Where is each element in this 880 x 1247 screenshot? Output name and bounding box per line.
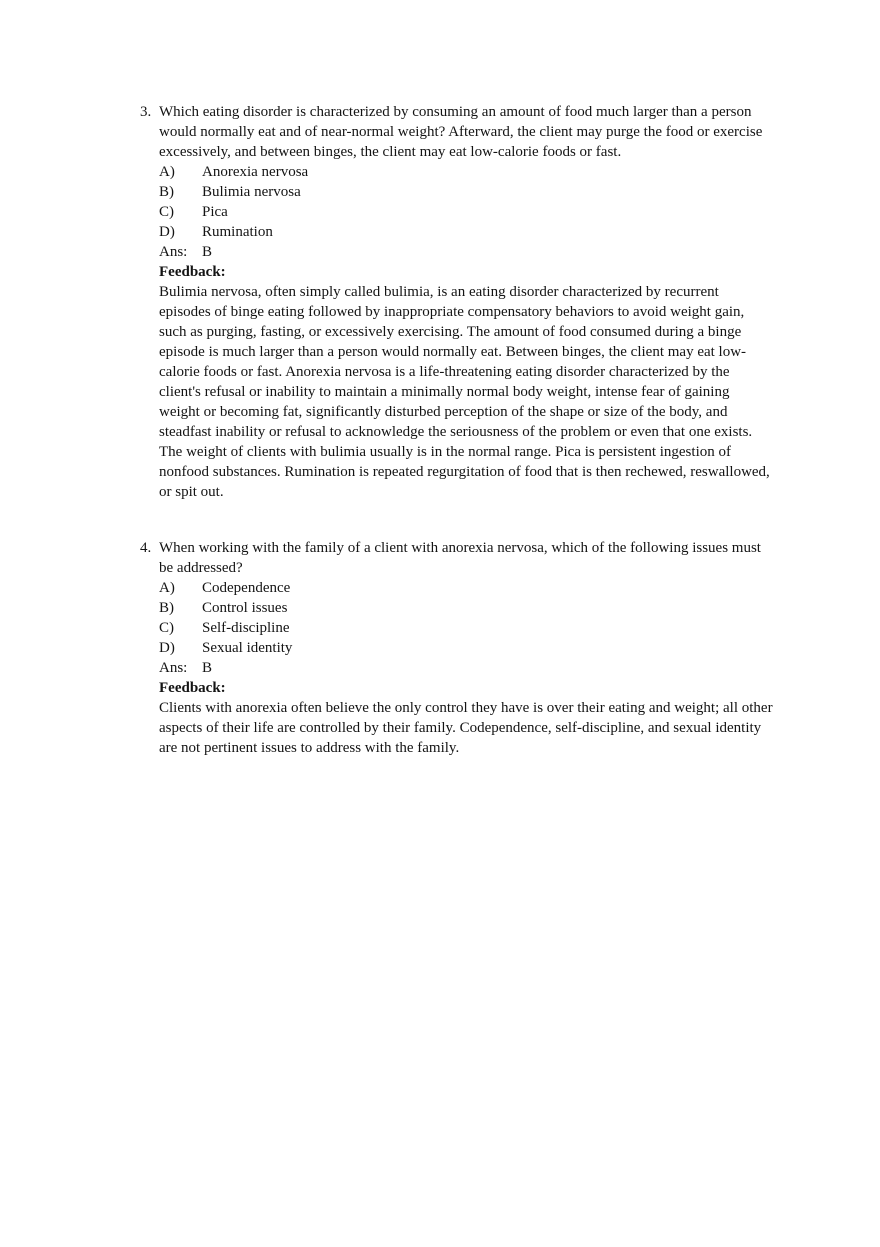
option-letter: C)	[159, 204, 174, 220]
question-number: 4.	[140, 540, 152, 556]
question-content	[159, 102, 773, 502]
option-text: Self-discipline	[202, 620, 290, 636]
option-letter: A)	[159, 164, 175, 180]
option-row	[159, 182, 773, 202]
option-letter: D)	[159, 640, 175, 656]
option-letter: B)	[159, 184, 174, 200]
feedback-label: Feedback:	[159, 680, 226, 696]
option-text: Anorexia nervosa	[202, 164, 309, 180]
feedback-text: Clients with anorexia often believe the only control they have is over their eating and weight; all other aspects of their life are controlled by their family. Codependence, self-discipline, and sexual identity are not pertinent issues to address with the family.	[159, 700, 773, 756]
answer-label: Ans:	[159, 244, 188, 260]
option-text: Rumination	[202, 224, 273, 240]
feedback-label: Feedback:	[159, 264, 226, 280]
question-block-4	[140, 538, 880, 758]
option-row	[159, 578, 773, 598]
question-block-3	[140, 102, 880, 502]
answer-label: Ans:	[159, 660, 188, 676]
option-row	[159, 222, 773, 242]
answer-row	[159, 242, 773, 262]
option-text: Sexual identity	[202, 640, 293, 656]
option-row	[159, 598, 773, 618]
option-text: Pica	[202, 204, 228, 220]
feedback-text: Bulimia nervosa, often simply called bulimia, is an eating disorder characterized by recurrent episodes of binge eating followed by inappropriate compensatory behaviors to avoid weight gain, such as purging, fasting, or excessively exercising. The amount of food consumed during a binge episode is much larger than a person would normally eat. Between binges, the client may eat low-calorie foods or fast. Anorexia nervosa is a life-threatening eating disorder characterized by the client's refusal or inability to maintain a minimally normal body weight, intense fear of gaining weight or becoming fat, significantly disturbed perception of the shape or size of the body, and steadfast inability or refusal to acknowledge the seriousness of the problem or even that one exists. The weight of clients with bulimia usually is in the normal range. Pica is persistent ingestion of nonfood substances. Rumination is repeated regurgitation of food that is then rechewed, reswallowed, or spit out.	[159, 284, 770, 500]
option-letter: B)	[159, 600, 174, 616]
option-letter: D)	[159, 224, 175, 240]
answer-row	[159, 658, 773, 678]
question-stem: Which eating disorder is characterized by consuming an amount of food much larger than a person would normally eat and of near-normal weight? Afterward, the client may purge the food or exercise excessively, and between binges, the client may eat low-calorie foods or fast.	[159, 104, 763, 160]
option-text: Bulimia nervosa	[202, 184, 301, 200]
answer-value: B	[202, 244, 213, 260]
option-row	[159, 202, 773, 222]
option-text: Codependence	[202, 580, 291, 596]
option-row	[159, 638, 773, 658]
option-row	[159, 618, 773, 638]
question-stem: When working with the family of a client with anorexia nervosa, which of the following issues must be addressed?	[159, 540, 761, 576]
question-number: 3.	[140, 104, 152, 120]
option-letter: C)	[159, 620, 174, 636]
option-row	[159, 162, 773, 182]
option-text: Control issues	[202, 600, 288, 616]
option-letter: A)	[159, 580, 175, 596]
question-content	[159, 538, 773, 758]
answer-value: B	[202, 660, 213, 676]
